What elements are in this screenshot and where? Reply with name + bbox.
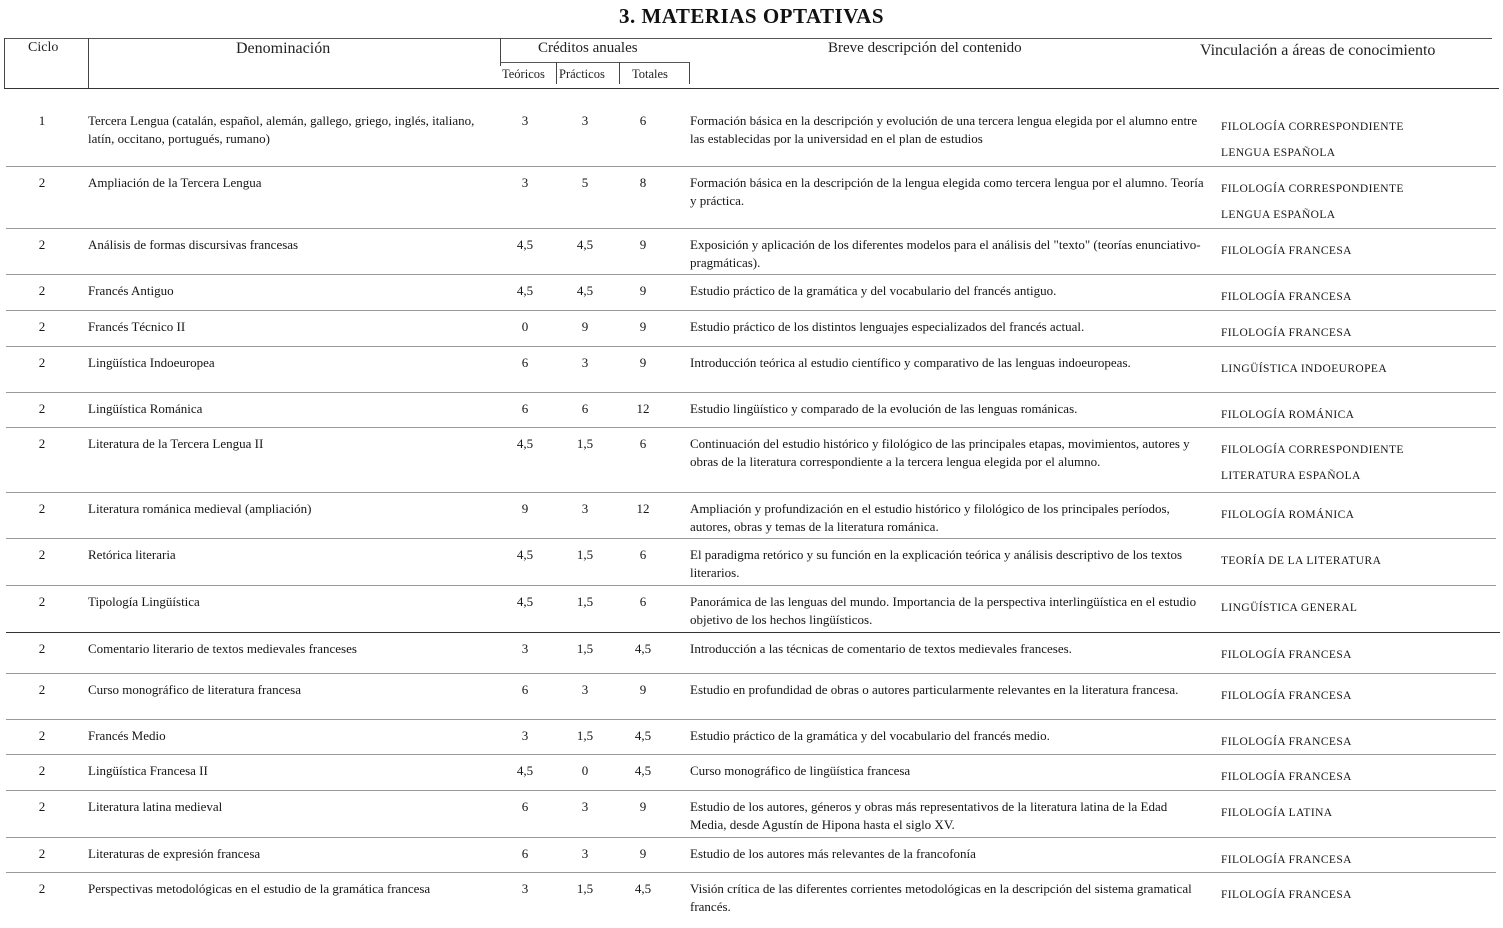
- area-label: FILOLOGÍA ROMÁNICA: [1221, 509, 1355, 521]
- practicos-cell: 1,5: [576, 641, 594, 656]
- practicos-cell: 4,5: [576, 237, 594, 252]
- teoricos-cell: 6: [521, 846, 529, 861]
- totales-cell: 12: [636, 501, 650, 516]
- header-bottom-rule: [4, 88, 1499, 89]
- areas-cell: [1221, 238, 1491, 264]
- areas-cell: [1221, 402, 1491, 428]
- practicos-cell: 1,5: [576, 436, 594, 451]
- header-ciclo: Ciclo: [28, 40, 59, 55]
- teoricos-cell: 6: [521, 799, 529, 814]
- ciclo-cell: 2: [38, 436, 46, 451]
- totales-cell: 6: [639, 594, 647, 609]
- teoricos-cell: 4,5: [516, 283, 534, 298]
- row-separator: [6, 228, 1496, 229]
- descripcion-cell: Formación básica en la descripción de la lengua elegida como tercera lengua por el alumno. Teoría y práctica.: [690, 175, 1204, 208]
- ciclo-cell: 2: [38, 175, 46, 190]
- header-totales: Totales: [632, 67, 668, 81]
- totales-cell: 4,5: [634, 641, 652, 656]
- practicos-cell: 1,5: [576, 547, 594, 562]
- totales-cell: 9: [639, 237, 647, 252]
- practicos-cell: 1,5: [576, 881, 594, 896]
- area-label: FILOLOGÍA CORRESPONDIENTE: [1221, 121, 1404, 133]
- header-vinculacion: Vinculación a áreas de conocimiento: [1200, 42, 1436, 59]
- area-label: FILOLOGÍA ROMÁNICA: [1221, 409, 1355, 421]
- areas-cell: [1221, 800, 1491, 826]
- row-separator: [6, 274, 1496, 275]
- header-descripcion: Breve descripción del contenido: [828, 40, 1022, 56]
- ciclo-cell: 2: [38, 881, 46, 896]
- denominacion-cell: Curso monográfico de literatura francesa: [88, 682, 301, 697]
- areas-cell: [1221, 729, 1491, 755]
- areas-cell: [1221, 642, 1491, 668]
- teoricos-cell: 6: [521, 355, 529, 370]
- ciclo-cell: 2: [38, 319, 46, 334]
- totales-cell: 6: [639, 547, 647, 562]
- ciclo-cell: 2: [38, 283, 46, 298]
- areas-cell: [1221, 764, 1491, 790]
- practicos-cell: 0: [581, 763, 589, 778]
- row-separator: [6, 427, 1496, 428]
- row-separator: [6, 872, 1496, 873]
- descripcion-cell: Continuación del estudio histórico y filológico de las principales etapas, movimientos, autores y obras de la literatura correspondiente a la tercera lengua elegida por el alumno.: [690, 436, 1190, 469]
- denominacion-cell: Francés Técnico II: [88, 319, 186, 334]
- header-divider: [88, 38, 89, 88]
- descripcion-cell: Estudio lingüístico y comparado de la evolución de las lenguas románicas.: [690, 401, 1078, 416]
- area-label: LITERATURA ESPAÑOLA: [1221, 470, 1361, 482]
- teoricos-cell: 4,5: [516, 594, 534, 609]
- practicos-cell: 3: [581, 501, 589, 516]
- totales-cell: 6: [639, 113, 647, 128]
- ciclo-cell: 2: [38, 641, 46, 656]
- descripcion-cell: Curso monográfico de lingüística francesa: [690, 763, 911, 778]
- descripcion-cell: Visión crítica de las diferentes corrientes metodológicas en la descripción del sistema gramatical francés.: [690, 881, 1192, 914]
- denominacion-cell: Literatura latina medieval: [88, 799, 223, 814]
- header-divider: [4, 38, 5, 88]
- totales-cell: 4,5: [634, 728, 652, 743]
- ciclo-cell: 2: [38, 682, 46, 697]
- ciclo-cell: 2: [38, 547, 46, 562]
- row-separator: [6, 719, 1496, 720]
- row-separator: [6, 392, 1496, 393]
- header-practicos: Prácticos: [559, 67, 605, 81]
- teoricos-cell: 4,5: [516, 237, 534, 252]
- descripcion-cell: El paradigma retórico y su función en la explicación teórica y análisis descriptivo de los textos literarios.: [690, 547, 1183, 580]
- header-teoricos: Teóricos: [502, 67, 545, 81]
- teoricos-cell: 3: [521, 728, 529, 743]
- descripcion-cell: Estudio de los autores más relevantes de la francofonía: [690, 846, 976, 861]
- teoricos-cell: 3: [521, 113, 529, 128]
- row-separator: [6, 673, 1496, 674]
- totales-cell: 9: [639, 799, 647, 814]
- denominacion-cell: Lingüística Francesa II: [88, 763, 208, 778]
- areas-cell: [1221, 683, 1491, 709]
- area-label: LENGUA ESPAÑOLA: [1221, 147, 1336, 159]
- practicos-cell: 9: [581, 319, 589, 334]
- ciclo-cell: 2: [38, 501, 46, 516]
- areas-cell: [1221, 114, 1491, 166]
- teoricos-cell: 0: [521, 319, 529, 334]
- descripcion-cell: Estudio en profundidad de obras o autores particularmente relevantes en la literatura francesa.: [690, 682, 1179, 697]
- totales-cell: 4,5: [634, 763, 652, 778]
- totales-cell: 4,5: [634, 881, 652, 896]
- header-divider: [556, 62, 557, 84]
- teoricos-cell: 3: [521, 881, 529, 896]
- row-separator: [6, 538, 1496, 539]
- header-divider: [689, 62, 690, 84]
- area-label: FILOLOGÍA FRANCESA: [1221, 291, 1352, 303]
- area-label: FILOLOGÍA FRANCESA: [1221, 854, 1352, 866]
- teoricos-cell: 6: [521, 682, 529, 697]
- denominacion-cell: Francés Antiguo: [88, 283, 174, 298]
- areas-cell: [1221, 437, 1491, 489]
- areas-cell: [1221, 176, 1491, 228]
- totales-cell: 9: [639, 682, 647, 697]
- descripcion-cell: Estudio práctico de los distintos lenguajes especializados del francés actual.: [690, 319, 1085, 334]
- areas-cell: [1221, 548, 1491, 574]
- totales-cell: 9: [639, 355, 647, 370]
- area-label: FILOLOGÍA CORRESPONDIENTE: [1221, 183, 1404, 195]
- denominacion-cell: Literatura románica medieval (ampliación): [88, 501, 312, 516]
- totales-cell: 9: [639, 846, 647, 861]
- denominacion-cell: Lingüística Indoeuropea: [88, 355, 215, 370]
- practicos-cell: 1,5: [576, 728, 594, 743]
- areas-cell: [1221, 595, 1491, 621]
- denominacion-cell: Literaturas de expresión francesa: [88, 846, 261, 861]
- area-label: LENGUA ESPAÑOLA: [1221, 209, 1336, 221]
- areas-cell: [1221, 320, 1491, 346]
- ciclo-cell: 1: [38, 113, 46, 128]
- row-separator: [6, 310, 1496, 311]
- descripcion-cell: Panorámica de las lenguas del mundo. Importancia de la perspectiva interlingüística en el estudio objetivo de los hechos lingüísticos.: [690, 594, 1197, 627]
- ciclo-cell: 2: [38, 799, 46, 814]
- area-label: FILOLOGÍA FRANCESA: [1221, 889, 1352, 901]
- teoricos-cell: 9: [521, 501, 529, 516]
- row-separator: [6, 346, 1496, 347]
- denominacion-cell: Comentario literario de textos medievales franceses: [88, 641, 357, 656]
- practicos-cell: 5: [581, 175, 589, 190]
- ciclo-cell: 2: [38, 846, 46, 861]
- descripcion-cell: Estudio práctico de la gramática y del vocabulario del francés antiguo.: [690, 283, 1057, 298]
- totales-cell: 9: [639, 283, 647, 298]
- page-title: 3. MATERIAS OPTATIVAS: [618, 4, 885, 28]
- row-separator: [6, 790, 1496, 791]
- ciclo-cell: 2: [38, 594, 46, 609]
- area-label: LINGÜÍSTICA INDOEUROPEA: [1221, 363, 1388, 375]
- descripcion-cell: Exposición y aplicación de los diferentes modelos para el análisis del "texto" (teorías enunciativo-pragmáticas).: [690, 237, 1201, 270]
- ciclo-cell: 2: [38, 355, 46, 370]
- row-separator: [6, 166, 1496, 167]
- row-separator: [6, 754, 1496, 755]
- area-label: FILOLOGÍA FRANCESA: [1221, 690, 1352, 702]
- practicos-cell: 3: [581, 682, 589, 697]
- header-divider: [619, 62, 620, 84]
- area-label: FILOLOGÍA LATINA: [1221, 807, 1333, 819]
- denominacion-cell: Tipología Lingüística: [88, 594, 200, 609]
- practicos-cell: 3: [581, 799, 589, 814]
- area-label: FILOLOGÍA CORRESPONDIENTE: [1221, 444, 1404, 456]
- practicos-cell: 3: [581, 113, 589, 128]
- denominacion-cell: Retórica literaria: [88, 547, 176, 562]
- denominacion-cell: Literatura de la Tercera Lengua II: [88, 436, 264, 451]
- area-label: TEORÍA DE LA LITERATURA: [1221, 555, 1382, 567]
- totales-cell: 12: [636, 401, 650, 416]
- header-creditos: Créditos anuales: [538, 40, 638, 56]
- area-label: FILOLOGÍA FRANCESA: [1221, 327, 1352, 339]
- teoricos-cell: 3: [521, 641, 529, 656]
- area-label: FILOLOGÍA FRANCESA: [1221, 649, 1352, 661]
- practicos-cell: 1,5: [576, 594, 594, 609]
- ciclo-cell: 2: [38, 763, 46, 778]
- ciclo-cell: 2: [38, 401, 46, 416]
- row-separator: [6, 632, 1500, 633]
- row-separator: [6, 585, 1496, 586]
- teoricos-cell: 6: [521, 401, 529, 416]
- denominacion-cell: Tercera Lengua (catalán, español, alemán, gallego, griego, inglés, italiano, latín, occitano, portugués, rumano): [88, 113, 475, 146]
- areas-cell: [1221, 502, 1491, 528]
- practicos-cell: 3: [581, 355, 589, 370]
- descripcion-cell: Introducción teórica al estudio científico y comparativo de las lenguas indoeuropeas.: [690, 355, 1131, 370]
- descripcion-cell: Introducción a las técnicas de comentario de textos medievales franceses.: [690, 641, 1072, 656]
- row-separator: [6, 837, 1496, 838]
- area-label: FILOLOGÍA FRANCESA: [1221, 771, 1352, 783]
- denominacion-cell: Análisis de formas discursivas francesas: [88, 237, 299, 252]
- descripcion-cell: Estudio de los autores, géneros y obras más representativos de la literatura latina de la Edad Media, desde Agustín de Hipona hasta el siglo XV.: [690, 799, 1168, 832]
- teoricos-cell: 4,5: [516, 547, 534, 562]
- teoricos-cell: 4,5: [516, 436, 534, 451]
- area-label: FILOLOGÍA FRANCESA: [1221, 245, 1352, 257]
- teoricos-cell: 4,5: [516, 763, 534, 778]
- totales-cell: 9: [639, 319, 647, 334]
- header-top-rule: [4, 38, 1492, 39]
- denominacion-cell: Lingüística Románica: [88, 401, 203, 416]
- denominacion-cell: Francés Medio: [88, 728, 166, 743]
- header-denominacion: Denominación: [236, 40, 331, 57]
- ciclo-cell: 2: [38, 237, 46, 252]
- practicos-cell: 4,5: [576, 283, 594, 298]
- area-label: FILOLOGÍA FRANCESA: [1221, 736, 1352, 748]
- denominacion-cell: Perspectivas metodológicas en el estudio de la gramática francesa: [88, 881, 431, 896]
- descripcion-cell: Ampliación y profundización en el estudio histórico y filológico de los principales períodos, autores, obras y temas de la literatura románica.: [690, 501, 1170, 534]
- ciclo-cell: 2: [38, 728, 46, 743]
- credits-subheader-rule: [500, 62, 690, 63]
- areas-cell: [1221, 847, 1491, 873]
- areas-cell: [1221, 284, 1491, 310]
- totales-cell: 6: [639, 436, 647, 451]
- teoricos-cell: 3: [521, 175, 529, 190]
- practicos-cell: 3: [581, 846, 589, 861]
- denominacion-cell: Ampliación de la Tercera Lengua: [88, 175, 262, 190]
- areas-cell: [1221, 356, 1491, 382]
- row-separator: [6, 492, 1496, 493]
- area-label: LINGÜÍSTICA GENERAL: [1221, 602, 1358, 614]
- areas-cell: [1221, 882, 1491, 908]
- practicos-cell: 6: [581, 401, 589, 416]
- totales-cell: 8: [639, 175, 647, 190]
- descripcion-cell: Estudio práctico de la gramática y del vocabulario del francés medio.: [690, 728, 1050, 743]
- descripcion-cell: Formación básica en la descripción y evolución de una tercera lengua elegida por el alumno entre las establecidas por la universidad en el plan de estudios: [690, 113, 1198, 146]
